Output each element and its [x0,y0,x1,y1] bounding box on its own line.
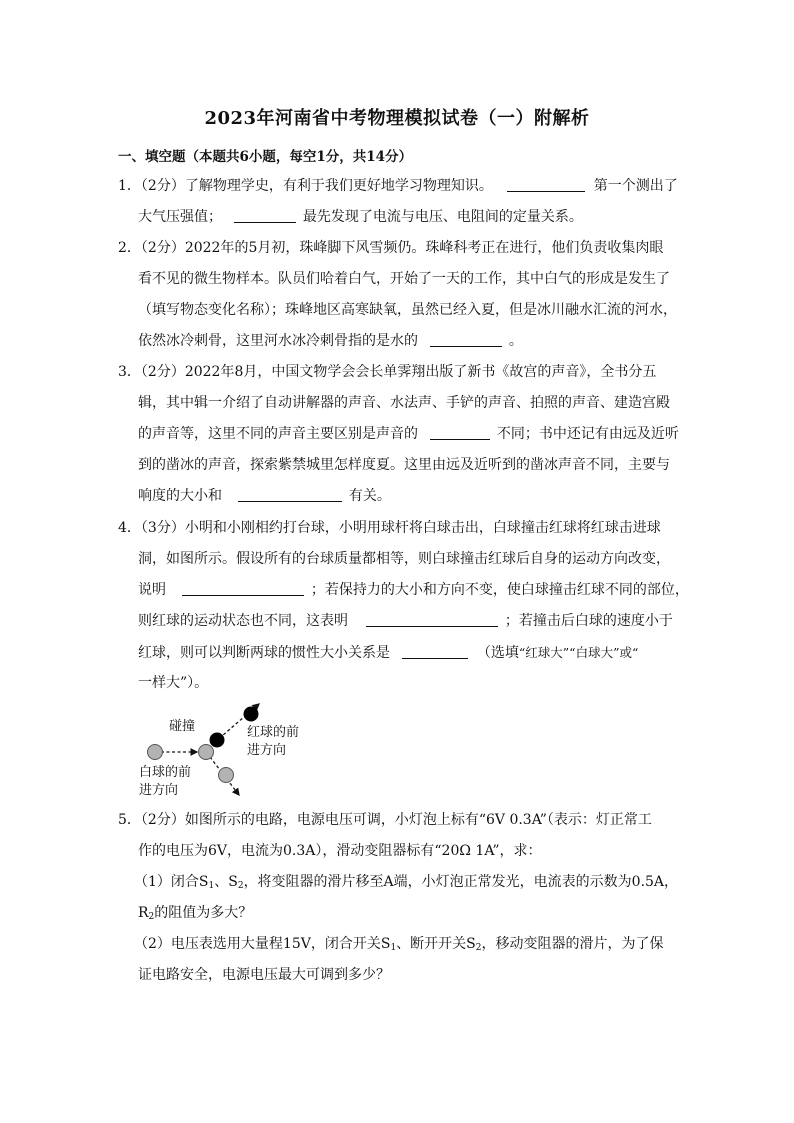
white-direction-label: 白球的前 [139,765,192,780]
question-text: 。 [508,333,523,349]
question-3 [118,357,688,512]
question-text: 作的电压为6V，电流为0.3A），滑动变阻器标有“20Ω 1A”，求： [138,843,542,859]
question-text: “红球大”“白球大”或“ [518,645,639,660]
question-text: 不同；书中还记有由远及近听 [496,426,679,442]
answer-blank[interactable] [507,177,585,192]
red-direction-label: 红球的前 [247,725,300,740]
white-ball-collision [199,745,214,760]
question-text: 看不见的微生物样本。队员们哈着白气，开始了一天的工作，其中白气的形成是发生了 [138,271,670,287]
question-text: 洞，如图所示。假设所有的台球质量都相等，则白球撞击红球后自身的运动方向改变， [138,551,670,567]
question-text: 第一个测出了 [593,178,678,194]
red-direction-label: 进方向 [247,743,287,758]
question-text: 响度的大小和 [138,488,222,504]
question-text: 3．（2分）2022年8月，中国文物学会会长单霁翔出版了新书《故宫的声音》，全书分五 [118,364,657,380]
question-text: 证电路安全，电源电压最大可调到多少？ [138,967,390,983]
answer-blank[interactable] [234,208,296,223]
question-text: 说明 [138,582,166,598]
question-text: （填写物态变化名称）；珠峰地区高寒缺氧，虽然已经入夏，但是冰川融水汇流的河水， [138,302,677,318]
sub-question-1: （1）闭合$S_1$、$S_2$，将变阻器的滑片移至A端，小灯泡正常发光，电流表的示数为0.5A， [134,874,679,891]
question-text: 到的凿冰的声音，探索紫禁城里怎样度夏。这里由远及近听到的凿冰声音不同，主要与 [138,457,670,473]
question-text: ；若撞击后白球的速度小于 [504,613,673,629]
answer-blank[interactable] [402,644,468,659]
question-1 [118,171,688,233]
answer-blank[interactable] [430,425,490,440]
white-ball-after [219,768,234,783]
red-ball [210,733,225,748]
question-text: ；若保持力的大小和方向不变，使白球撞击红球不同的部位， [310,582,689,598]
question-text: 一样大”）。 [138,675,209,691]
question-text: 的声音等，这里不同的声音主要区别是声音的 [138,426,418,442]
question-text: 大气压强值； [138,209,222,225]
answer-blank[interactable] [238,487,342,502]
answer-blank[interactable] [430,332,502,347]
question-text: 有关。 [348,488,391,504]
answer-blank[interactable] [366,612,498,627]
sub-question-2: （2）电压表选用大量程15V，闭合开关$S_1$、断开开关$S_2$，移动变阻器的滑片，为了保 [134,936,664,953]
question-text: 4．（3分）小明和小刚相约打台球，小明用球杆将白球击出，白球撞击红球将红球击进球 [118,520,661,536]
question-4 [118,513,688,699]
question-text: （选填 [476,645,519,661]
white-direction-label: 进方向 [139,783,179,798]
question-text: 辑，其中辑一介绍了自动讲解器的声音、水法声、手铲的声音、拍照的声音、建造宫殿 [138,395,670,411]
question-text: 则红球的运动状态也不同，这表明 [138,613,348,629]
question-text: 最先发现了电流与电压、电阻间的定量关系。 [302,209,583,225]
red-ball-after [244,707,259,722]
question-text: 依然冰冷刺骨，这里河水冰冷刺骨指的是水的 [138,333,418,349]
question-text: 1．（2分）了解物理学史，有利于我们更好地学习物理知识。 [118,178,493,194]
section-heading: 一、填空题（本题共6小题，每空1分，共14分） [118,149,413,165]
question-5: 5．（2分）如图所示的电路，电源电压可调，小灯泡上标有“6V 0.3A”（表示：灯正常工 作的电压为6V，电流为0.3A），滑动变阻器标有“20Ω 1A”，求： （1）闭合$S_1$、$S_2$，将变阻器的滑片移至A端，小灯泡正常发光，电流表的示数为0.5A， $R_2$的阻值为多大？ （2）电压表选用大量程15V，闭合开关$S_1$、断开开关$S_2$，移动变阻器的滑片，为了保 证电路安全，电源电压最大可调到多少？ [118,805,688,991]
question-text: 5．（2分）如图所示的电路，电源电压可调，小灯泡上标有“6V 0.3A”（表示：灯正常工 [118,812,652,828]
question-text: 红球，则可以判断两球的惯性大小关系是 [138,645,390,661]
question-2 [118,233,688,357]
collision-label: 碰撞 [169,719,196,734]
page-title: 2023年河南省中考物理模拟试卷（一）附解析 [204,108,590,129]
answer-blank[interactable] [182,581,304,596]
billiards-figure [135,700,335,805]
question-text: 2．（2分）2022年的5月初，珠峰脚下风雪频仍。珠峰科考正在进行，他们负责收集肉眼 [118,240,664,256]
white-ball-start [148,745,163,760]
